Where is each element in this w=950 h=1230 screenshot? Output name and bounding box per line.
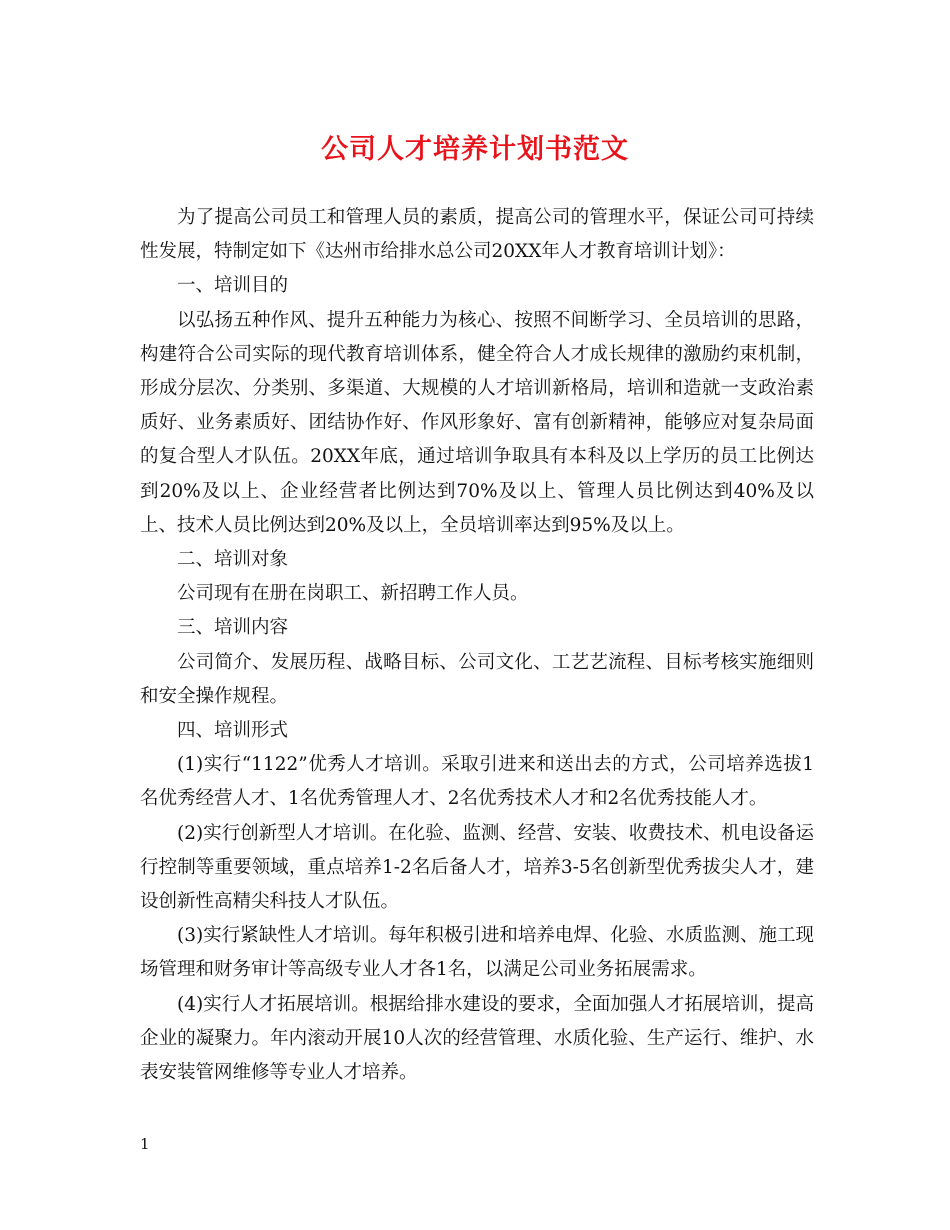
heading-training-form: 四、培训形式 xyxy=(177,720,289,742)
paragraph-training-content: 公司简介、发展历程、战略目标、公司文化、工艺艺流程、目标考核实施细则和安全操作规程。 xyxy=(140,651,814,707)
paragraph-form-2: (2)实行创新型人才培训。在化验、监测、经营、安装、收费技术、机电设备运行控制等重要领域，重点培养1-2名后备人才，培养3-5名创新型优秀拔尖人才，建设创新性高精尖科技人才队伍。 xyxy=(140,822,814,913)
paragraph-intro: 为了提高公司员工和管理人员的素质，提高公司的管理水平，保证公司可持续性发展，特制定如下《达州市给排水总公司20XX年人才教育培训计划》： xyxy=(140,207,814,263)
document-body xyxy=(140,201,814,1090)
heading-training-purpose: 一、培训目的 xyxy=(177,275,289,297)
paragraph-form-1: (1)实行“1122”优秀人才培训。采取引进来和送出去的方式，公司培养选拔1名优秀经营人才、1名优秀管理人才、2名优秀技术人才和2名优秀技能人才。 xyxy=(140,754,814,810)
paragraph-form-4: (4)实行人才拓展培训。根据给排水建设的要求，全面加强人才拓展培训，提高企业的凝聚力。年内滚动开展10人次的经营管理、水质化验、生产运行、维护、水表安装管网维修等专业人才培养。 xyxy=(140,993,814,1084)
paragraph-training-target: 公司现有在册在岗职工、新招聘工作人员。 xyxy=(177,583,529,605)
paragraph-form-3: (3)实行紧缺性人才培训。每年积极引进和培养电焊、化验、水质监测、施工现场管理和财务审计等高级专业人才各1名，以满足公司业务拓展需求。 xyxy=(140,925,814,981)
heading-training-content: 三、培训内容 xyxy=(177,617,289,639)
paragraph-training-purpose: 以弘扬五种作风、提升五种能力为核心、按照不间断学习、全员培训的思路，构建符合公司实际的现代教育培训体系，健全符合人才成长规律的激励约束机制，形成分层次、分类别、多渠道、大规模的人才培训新格局，培训和造就一支政治素质好、业务素质好、团结协作好、作风形象好、富有创新精神，能够应对复杂局面的复合型人才队伍。20XX年底，通过培训争取具有本科及以上学历的员工比例达到20%及以上、企业经营者比例达到70%及以上、管理人员比例达到40%及以上、技术人员比例达到20%及以上，全员培训率达到95%及以上。 xyxy=(140,309,814,536)
page-number: 1 xyxy=(140,1135,150,1153)
document-title: 公司人才培养计划书范文 xyxy=(321,134,629,165)
heading-training-target: 二、培训对象 xyxy=(177,549,289,571)
